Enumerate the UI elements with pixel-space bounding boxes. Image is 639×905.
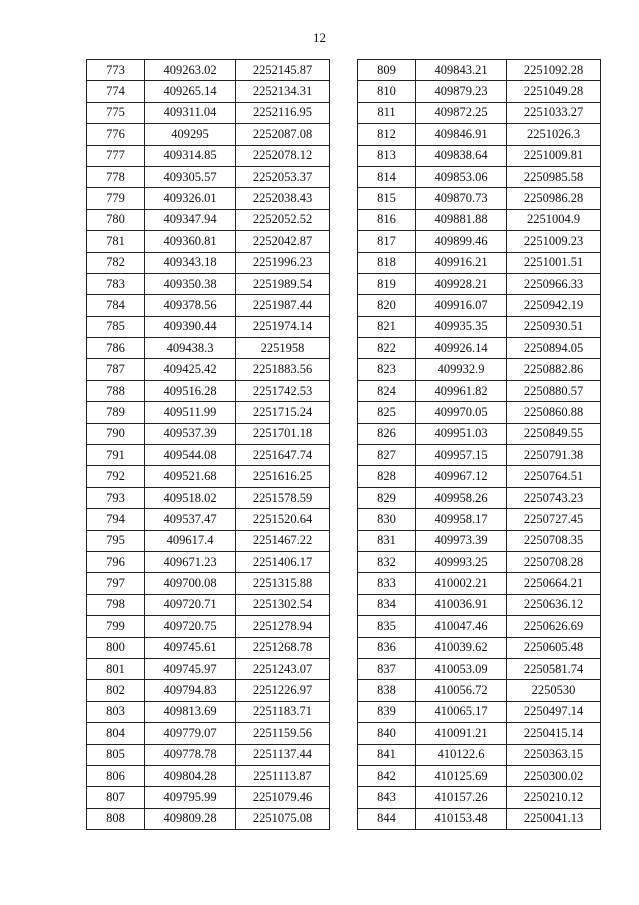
y-coordinate-cell: 2250497.14 xyxy=(507,701,601,722)
x-coordinate-cell: 409935.35 xyxy=(416,316,507,337)
table-row xyxy=(358,124,601,145)
x-coordinate-cell: 409779.07 xyxy=(145,723,236,744)
x-coordinate-cell: 409347.94 xyxy=(145,209,236,230)
y-coordinate-cell: 2250581.74 xyxy=(507,658,601,679)
point-number-cell: 841 xyxy=(358,744,416,765)
table-row xyxy=(358,744,601,765)
x-coordinate-cell: 409518.02 xyxy=(145,487,236,508)
table-row xyxy=(358,765,601,786)
table-row xyxy=(358,466,601,487)
table-row xyxy=(358,166,601,187)
point-number-cell: 827 xyxy=(358,445,416,466)
y-coordinate-cell: 2250880.57 xyxy=(507,380,601,401)
table-row xyxy=(358,530,601,551)
x-coordinate-cell: 409961.82 xyxy=(416,380,507,401)
y-coordinate-cell: 2251001.51 xyxy=(507,252,601,273)
point-number-cell: 791 xyxy=(87,445,145,466)
table-row xyxy=(87,295,330,316)
x-coordinate-cell: 409265.14 xyxy=(145,81,236,102)
y-coordinate-cell: 2250930.51 xyxy=(507,316,601,337)
x-coordinate-cell: 410122.6 xyxy=(416,744,507,765)
x-coordinate-cell: 409928.21 xyxy=(416,273,507,294)
y-coordinate-cell: 2251079.46 xyxy=(236,787,330,808)
table-row xyxy=(358,616,601,637)
y-coordinate-cell: 2252116.95 xyxy=(236,102,330,123)
point-number-cell: 796 xyxy=(87,551,145,572)
y-coordinate-cell: 2251701.18 xyxy=(236,423,330,444)
y-coordinate-cell: 2251883.56 xyxy=(236,359,330,380)
table-row xyxy=(87,102,330,123)
point-number-cell: 802 xyxy=(87,680,145,701)
y-coordinate-cell: 2250210.12 xyxy=(507,787,601,808)
point-number-cell: 773 xyxy=(87,60,145,81)
x-coordinate-cell: 409958.17 xyxy=(416,509,507,530)
y-coordinate-cell: 2251958 xyxy=(236,338,330,359)
y-coordinate-cell: 2251578.59 xyxy=(236,487,330,508)
point-number-cell: 842 xyxy=(358,765,416,786)
point-number-cell: 786 xyxy=(87,338,145,359)
table-row xyxy=(358,380,601,401)
table-row xyxy=(87,166,330,187)
point-number-cell: 831 xyxy=(358,530,416,551)
point-number-cell: 839 xyxy=(358,701,416,722)
table-row xyxy=(87,701,330,722)
y-coordinate-cell: 2250708.35 xyxy=(507,530,601,551)
y-coordinate-cell: 2251467.22 xyxy=(236,530,330,551)
point-number-cell: 829 xyxy=(358,487,416,508)
y-coordinate-cell: 2252052.52 xyxy=(236,209,330,230)
point-number-cell: 811 xyxy=(358,102,416,123)
table-row xyxy=(87,594,330,615)
x-coordinate-cell: 409973.39 xyxy=(416,530,507,551)
y-coordinate-cell: 2250626.69 xyxy=(507,616,601,637)
x-coordinate-cell: 409425.42 xyxy=(145,359,236,380)
x-coordinate-cell: 409993.25 xyxy=(416,551,507,572)
y-coordinate-cell: 2250860.88 xyxy=(507,402,601,423)
point-number-cell: 824 xyxy=(358,380,416,401)
point-number-cell: 787 xyxy=(87,359,145,380)
point-number-cell: 793 xyxy=(87,487,145,508)
y-coordinate-cell: 2251616.25 xyxy=(236,466,330,487)
x-coordinate-cell: 409720.71 xyxy=(145,594,236,615)
y-coordinate-cell: 2250743.23 xyxy=(507,487,601,508)
x-coordinate-cell: 409838.64 xyxy=(416,145,507,166)
x-coordinate-cell: 409537.47 xyxy=(145,509,236,530)
point-number-cell: 812 xyxy=(358,124,416,145)
point-number-cell: 835 xyxy=(358,616,416,637)
point-number-cell: 833 xyxy=(358,573,416,594)
x-coordinate-cell: 409544.08 xyxy=(145,445,236,466)
table-row xyxy=(87,273,330,294)
table-row xyxy=(87,209,330,230)
table-row xyxy=(358,487,601,508)
table-row xyxy=(358,102,601,123)
x-coordinate-cell: 410039.62 xyxy=(416,637,507,658)
point-number-cell: 819 xyxy=(358,273,416,294)
point-number-cell: 840 xyxy=(358,723,416,744)
point-number-cell: 806 xyxy=(87,765,145,786)
point-number-cell: 775 xyxy=(87,102,145,123)
x-coordinate-cell: 409957.15 xyxy=(416,445,507,466)
point-number-cell: 788 xyxy=(87,380,145,401)
point-number-cell: 834 xyxy=(358,594,416,615)
x-coordinate-cell: 409778.78 xyxy=(145,744,236,765)
point-number-cell: 804 xyxy=(87,723,145,744)
point-number-cell: 792 xyxy=(87,466,145,487)
x-coordinate-cell: 410153.48 xyxy=(416,808,507,829)
x-coordinate-cell: 410065.17 xyxy=(416,701,507,722)
table-row xyxy=(358,60,601,81)
point-number-cell: 822 xyxy=(358,338,416,359)
x-coordinate-cell: 409970.05 xyxy=(416,402,507,423)
table-row xyxy=(358,402,601,423)
table-row xyxy=(87,402,330,423)
table-row xyxy=(87,723,330,744)
point-number-cell: 828 xyxy=(358,466,416,487)
y-coordinate-cell: 2251989.54 xyxy=(236,273,330,294)
point-number-cell: 798 xyxy=(87,594,145,615)
y-coordinate-cell: 2251075.08 xyxy=(236,808,330,829)
x-coordinate-cell: 410002.21 xyxy=(416,573,507,594)
y-coordinate-cell: 2250849.55 xyxy=(507,423,601,444)
x-coordinate-cell: 409794.83 xyxy=(145,680,236,701)
x-coordinate-cell: 409516.28 xyxy=(145,380,236,401)
y-coordinate-cell: 2250727.45 xyxy=(507,509,601,530)
y-coordinate-cell: 2251974.14 xyxy=(236,316,330,337)
table-row xyxy=(358,81,601,102)
table-row xyxy=(87,145,330,166)
point-number-cell: 805 xyxy=(87,744,145,765)
table-row xyxy=(358,808,601,829)
y-coordinate-cell: 2251137.44 xyxy=(236,744,330,765)
y-coordinate-cell: 2250530 xyxy=(507,680,601,701)
x-coordinate-cell: 409795.99 xyxy=(145,787,236,808)
x-coordinate-cell: 409745.97 xyxy=(145,658,236,679)
x-coordinate-cell: 409700.08 xyxy=(145,573,236,594)
table-row xyxy=(358,658,601,679)
x-coordinate-cell: 409967.12 xyxy=(416,466,507,487)
x-coordinate-cell: 409916.07 xyxy=(416,295,507,316)
point-number-cell: 837 xyxy=(358,658,416,679)
point-number-cell: 810 xyxy=(358,81,416,102)
y-coordinate-cell: 2251987.44 xyxy=(236,295,330,316)
x-coordinate-cell: 409881.88 xyxy=(416,209,507,230)
table-row xyxy=(358,359,601,380)
table-row xyxy=(87,765,330,786)
table-row xyxy=(358,680,601,701)
y-coordinate-cell: 2250985.58 xyxy=(507,166,601,187)
point-number-cell: 776 xyxy=(87,124,145,145)
x-coordinate-cell: 409537.39 xyxy=(145,423,236,444)
table-row xyxy=(358,445,601,466)
table-row xyxy=(358,423,601,444)
x-coordinate-cell: 409846.91 xyxy=(416,124,507,145)
x-coordinate-cell: 409853.06 xyxy=(416,166,507,187)
y-coordinate-cell: 2250041.13 xyxy=(507,808,601,829)
point-number-cell: 784 xyxy=(87,295,145,316)
point-number-cell: 781 xyxy=(87,231,145,252)
y-coordinate-cell: 2250882.86 xyxy=(507,359,601,380)
point-number-cell: 779 xyxy=(87,188,145,209)
y-coordinate-cell: 2252038.43 xyxy=(236,188,330,209)
y-coordinate-cell: 2252053.37 xyxy=(236,166,330,187)
y-coordinate-cell: 2251715.24 xyxy=(236,402,330,423)
x-coordinate-cell: 409343.18 xyxy=(145,252,236,273)
y-coordinate-cell: 2251742.53 xyxy=(236,380,330,401)
table-row xyxy=(87,188,330,209)
y-coordinate-cell: 2251049.28 xyxy=(507,81,601,102)
table-row xyxy=(358,231,601,252)
x-coordinate-cell: 409899.46 xyxy=(416,231,507,252)
y-coordinate-cell: 2250894.05 xyxy=(507,338,601,359)
point-number-cell: 816 xyxy=(358,209,416,230)
x-coordinate-cell: 409809.28 xyxy=(145,808,236,829)
y-coordinate-cell: 2251026.3 xyxy=(507,124,601,145)
table-row xyxy=(87,616,330,637)
x-coordinate-cell: 409879.23 xyxy=(416,81,507,102)
point-number-cell: 777 xyxy=(87,145,145,166)
table-row xyxy=(87,466,330,487)
coordinates-table-left xyxy=(86,59,330,830)
y-coordinate-cell: 2252145.87 xyxy=(236,60,330,81)
table-row xyxy=(358,316,601,337)
table-row xyxy=(87,359,330,380)
table-row xyxy=(358,273,601,294)
table-row xyxy=(358,701,601,722)
table-row xyxy=(358,594,601,615)
point-number-cell: 818 xyxy=(358,252,416,273)
point-number-cell: 832 xyxy=(358,551,416,572)
y-coordinate-cell: 2251268.78 xyxy=(236,637,330,658)
x-coordinate-cell: 409314.85 xyxy=(145,145,236,166)
table-row xyxy=(87,316,330,337)
y-coordinate-cell: 2252134.31 xyxy=(236,81,330,102)
y-coordinate-cell: 2251226.97 xyxy=(236,680,330,701)
x-coordinate-cell: 409350.38 xyxy=(145,273,236,294)
table-row xyxy=(87,380,330,401)
y-coordinate-cell: 2250415.14 xyxy=(507,723,601,744)
page-number: 12 xyxy=(313,30,326,45)
point-number-cell: 814 xyxy=(358,166,416,187)
x-coordinate-cell: 409521.68 xyxy=(145,466,236,487)
table-row xyxy=(358,145,601,166)
x-coordinate-cell: 409804.28 xyxy=(145,765,236,786)
table-row xyxy=(87,231,330,252)
y-coordinate-cell: 2250791.38 xyxy=(507,445,601,466)
table-row xyxy=(87,658,330,679)
y-coordinate-cell: 2250300.02 xyxy=(507,765,601,786)
y-coordinate-cell: 2252078.12 xyxy=(236,145,330,166)
table-row xyxy=(358,787,601,808)
point-number-cell: 785 xyxy=(87,316,145,337)
x-coordinate-cell: 410047.46 xyxy=(416,616,507,637)
table-row xyxy=(358,551,601,572)
point-number-cell: 825 xyxy=(358,402,416,423)
x-coordinate-cell: 409511.99 xyxy=(145,402,236,423)
point-number-cell: 815 xyxy=(358,188,416,209)
y-coordinate-cell: 2250605.48 xyxy=(507,637,601,658)
x-coordinate-cell: 409916.21 xyxy=(416,252,507,273)
point-number-cell: 782 xyxy=(87,252,145,273)
x-coordinate-cell: 409305.57 xyxy=(145,166,236,187)
table-row xyxy=(87,60,330,81)
table-row xyxy=(87,551,330,572)
point-number-cell: 803 xyxy=(87,701,145,722)
x-coordinate-cell: 409870.73 xyxy=(416,188,507,209)
x-coordinate-cell: 409438.3 xyxy=(145,338,236,359)
x-coordinate-cell: 409295 xyxy=(145,124,236,145)
x-coordinate-cell: 409326.01 xyxy=(145,188,236,209)
y-coordinate-cell: 2251406.17 xyxy=(236,551,330,572)
point-number-cell: 817 xyxy=(358,231,416,252)
x-coordinate-cell: 409872.25 xyxy=(416,102,507,123)
table-row xyxy=(358,252,601,273)
y-coordinate-cell: 2250942.19 xyxy=(507,295,601,316)
x-coordinate-cell: 409617.4 xyxy=(145,530,236,551)
point-number-cell: 809 xyxy=(358,60,416,81)
table-row xyxy=(87,252,330,273)
table-row xyxy=(87,124,330,145)
x-coordinate-cell: 409926.14 xyxy=(416,338,507,359)
table-row xyxy=(87,808,330,829)
y-coordinate-cell: 2250764.51 xyxy=(507,466,601,487)
x-coordinate-cell: 409311.04 xyxy=(145,102,236,123)
point-number-cell: 843 xyxy=(358,787,416,808)
y-coordinate-cell: 2251033.27 xyxy=(507,102,601,123)
y-coordinate-cell: 2251243.07 xyxy=(236,658,330,679)
y-coordinate-cell: 2251302.54 xyxy=(236,594,330,615)
table-row xyxy=(87,509,330,530)
table-row xyxy=(87,487,330,508)
x-coordinate-cell: 410056.72 xyxy=(416,680,507,701)
point-number-cell: 807 xyxy=(87,787,145,808)
y-coordinate-cell: 2251092.28 xyxy=(507,60,601,81)
point-number-cell: 813 xyxy=(358,145,416,166)
point-number-cell: 799 xyxy=(87,616,145,637)
y-coordinate-cell: 2251278.94 xyxy=(236,616,330,637)
point-number-cell: 836 xyxy=(358,637,416,658)
point-number-cell: 783 xyxy=(87,273,145,294)
y-coordinate-cell: 2250636.12 xyxy=(507,594,601,615)
x-coordinate-cell: 410036.91 xyxy=(416,594,507,615)
y-coordinate-cell: 2250708.28 xyxy=(507,551,601,572)
y-coordinate-cell: 2251996.23 xyxy=(236,252,330,273)
point-number-cell: 830 xyxy=(358,509,416,530)
table-row xyxy=(87,530,330,551)
x-coordinate-cell: 409720.75 xyxy=(145,616,236,637)
table-row xyxy=(358,573,601,594)
table-row xyxy=(358,188,601,209)
point-number-cell: 808 xyxy=(87,808,145,829)
y-coordinate-cell: 2251183.71 xyxy=(236,701,330,722)
point-number-cell: 844 xyxy=(358,808,416,829)
y-coordinate-cell: 2250986.28 xyxy=(507,188,601,209)
table-row xyxy=(87,573,330,594)
x-coordinate-cell: 409813.69 xyxy=(145,701,236,722)
y-coordinate-cell: 2250664.21 xyxy=(507,573,601,594)
x-coordinate-cell: 409958.26 xyxy=(416,487,507,508)
table-row xyxy=(87,338,330,359)
x-coordinate-cell: 409378.56 xyxy=(145,295,236,316)
y-coordinate-cell: 2250363.15 xyxy=(507,744,601,765)
table-row xyxy=(87,637,330,658)
x-coordinate-cell: 409951.03 xyxy=(416,423,507,444)
table-row xyxy=(87,787,330,808)
point-number-cell: 780 xyxy=(87,209,145,230)
x-coordinate-cell: 409263.02 xyxy=(145,60,236,81)
coordinates-table-right xyxy=(357,59,601,830)
point-number-cell: 826 xyxy=(358,423,416,444)
x-coordinate-cell: 409843.21 xyxy=(416,60,507,81)
point-number-cell: 823 xyxy=(358,359,416,380)
y-coordinate-cell: 2252087.08 xyxy=(236,124,330,145)
x-coordinate-cell: 410091.21 xyxy=(416,723,507,744)
y-coordinate-cell: 2251009.81 xyxy=(507,145,601,166)
table-row xyxy=(87,744,330,765)
point-number-cell: 794 xyxy=(87,509,145,530)
y-coordinate-cell: 2252042.87 xyxy=(236,231,330,252)
point-number-cell: 797 xyxy=(87,573,145,594)
y-coordinate-cell: 2251315.88 xyxy=(236,573,330,594)
table-row xyxy=(358,637,601,658)
table-row xyxy=(358,509,601,530)
point-number-cell: 778 xyxy=(87,166,145,187)
point-number-cell: 800 xyxy=(87,637,145,658)
table-row xyxy=(87,423,330,444)
y-coordinate-cell: 2251113.87 xyxy=(236,765,330,786)
point-number-cell: 821 xyxy=(358,316,416,337)
table-row xyxy=(358,723,601,744)
table-row xyxy=(87,680,330,701)
x-coordinate-cell: 409390.44 xyxy=(145,316,236,337)
point-number-cell: 795 xyxy=(87,530,145,551)
table-row xyxy=(358,338,601,359)
x-coordinate-cell: 409932.9 xyxy=(416,359,507,380)
y-coordinate-cell: 2251159.56 xyxy=(236,723,330,744)
point-number-cell: 789 xyxy=(87,402,145,423)
y-coordinate-cell: 2250966.33 xyxy=(507,273,601,294)
y-coordinate-cell: 2251647.74 xyxy=(236,445,330,466)
y-coordinate-cell: 2251004.9 xyxy=(507,209,601,230)
table-row xyxy=(87,81,330,102)
point-number-cell: 801 xyxy=(87,658,145,679)
x-coordinate-cell: 410053.09 xyxy=(416,658,507,679)
point-number-cell: 790 xyxy=(87,423,145,444)
y-coordinate-cell: 2251009.23 xyxy=(507,231,601,252)
y-coordinate-cell: 2251520.64 xyxy=(236,509,330,530)
table-row xyxy=(87,445,330,466)
x-coordinate-cell: 409360.81 xyxy=(145,231,236,252)
x-coordinate-cell: 410125.69 xyxy=(416,765,507,786)
x-coordinate-cell: 410157.26 xyxy=(416,787,507,808)
x-coordinate-cell: 409671.23 xyxy=(145,551,236,572)
x-coordinate-cell: 409745.61 xyxy=(145,637,236,658)
point-number-cell: 820 xyxy=(358,295,416,316)
point-number-cell: 838 xyxy=(358,680,416,701)
table-row xyxy=(358,209,601,230)
table-row xyxy=(358,295,601,316)
point-number-cell: 774 xyxy=(87,81,145,102)
